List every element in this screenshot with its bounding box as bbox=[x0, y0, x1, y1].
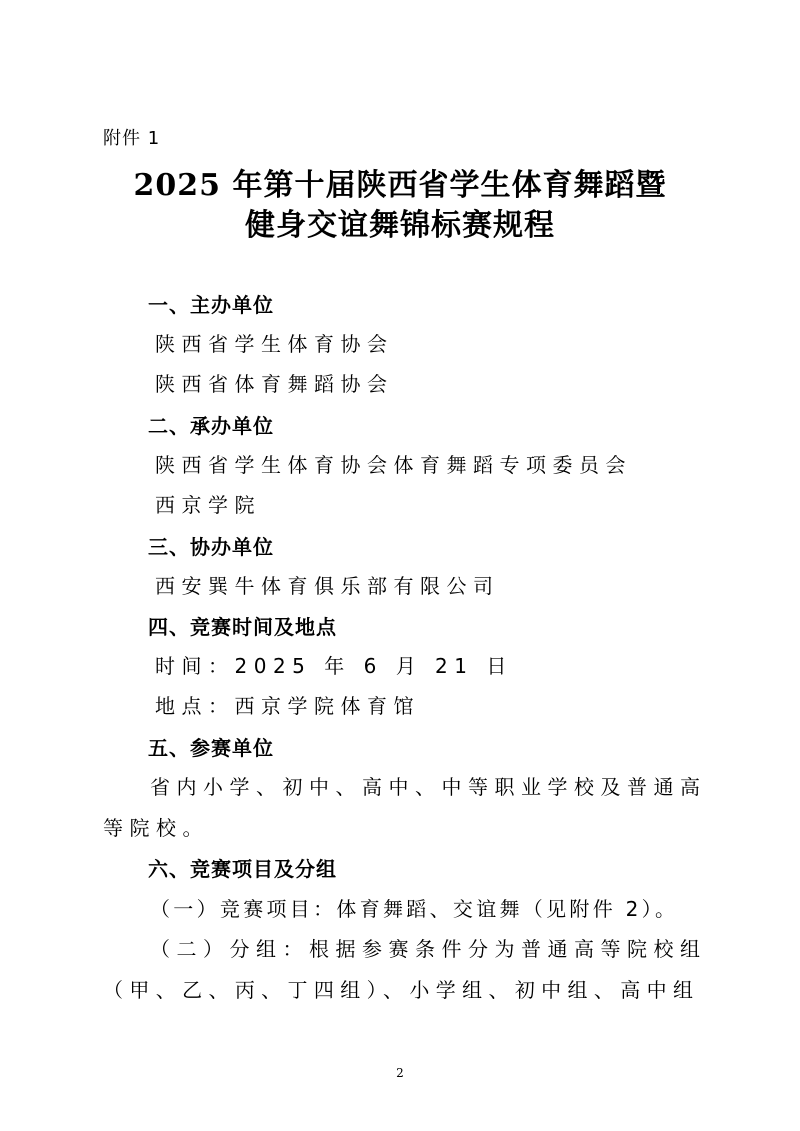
document-title-line-2: 健身交谊舞锦标赛规程 bbox=[245, 208, 555, 243]
co-organizer-item: 西安巽牛体育俱乐部有限公司 bbox=[155, 574, 500, 598]
competition-place: 地点：西京学院体育馆 bbox=[155, 694, 420, 718]
page-number: 2 bbox=[396, 1066, 404, 1080]
events-item: （一）竞赛项目：体育舞蹈、交谊舞（见附件 2）。 bbox=[150, 897, 679, 921]
groups-item: （甲、乙、丙、丁四组）、小学组、初中组、高中组 bbox=[103, 978, 695, 1002]
groups-item: （二）分组：根据参赛条件分为普通高等院校组 bbox=[150, 937, 707, 961]
host-item: 陕西省学生体育协会体育舞蹈专项委员会 bbox=[155, 453, 632, 477]
section-heading-participants: 五、参赛单位 bbox=[148, 736, 274, 760]
organizer-item: 陕西省体育舞蹈协会 bbox=[155, 372, 394, 396]
section-heading-events-groups: 六、竞赛项目及分组 bbox=[148, 857, 337, 881]
section-heading-co-organizer: 三、协办单位 bbox=[148, 535, 274, 559]
host-item: 西京学院 bbox=[155, 493, 261, 517]
section-heading-organizer: 一、主办单位 bbox=[148, 293, 274, 317]
section-heading-host: 二、承办单位 bbox=[148, 414, 274, 438]
organizer-item: 陕西省学生体育协会 bbox=[155, 332, 394, 356]
attachment-label: 附件 1 bbox=[103, 128, 161, 149]
competition-time: 时间：2025 年 6 月 21 日 bbox=[155, 654, 513, 678]
participants-text: 省内小学、初中、高中、中等职业学校及普通高 bbox=[150, 775, 707, 799]
participants-text: 等院校。 bbox=[103, 816, 209, 840]
section-heading-time-place: 四、竞赛时间及地点 bbox=[148, 615, 337, 639]
document-title-line-1: 2025 年第十届陕西省学生体育舞蹈暨 bbox=[133, 168, 667, 203]
